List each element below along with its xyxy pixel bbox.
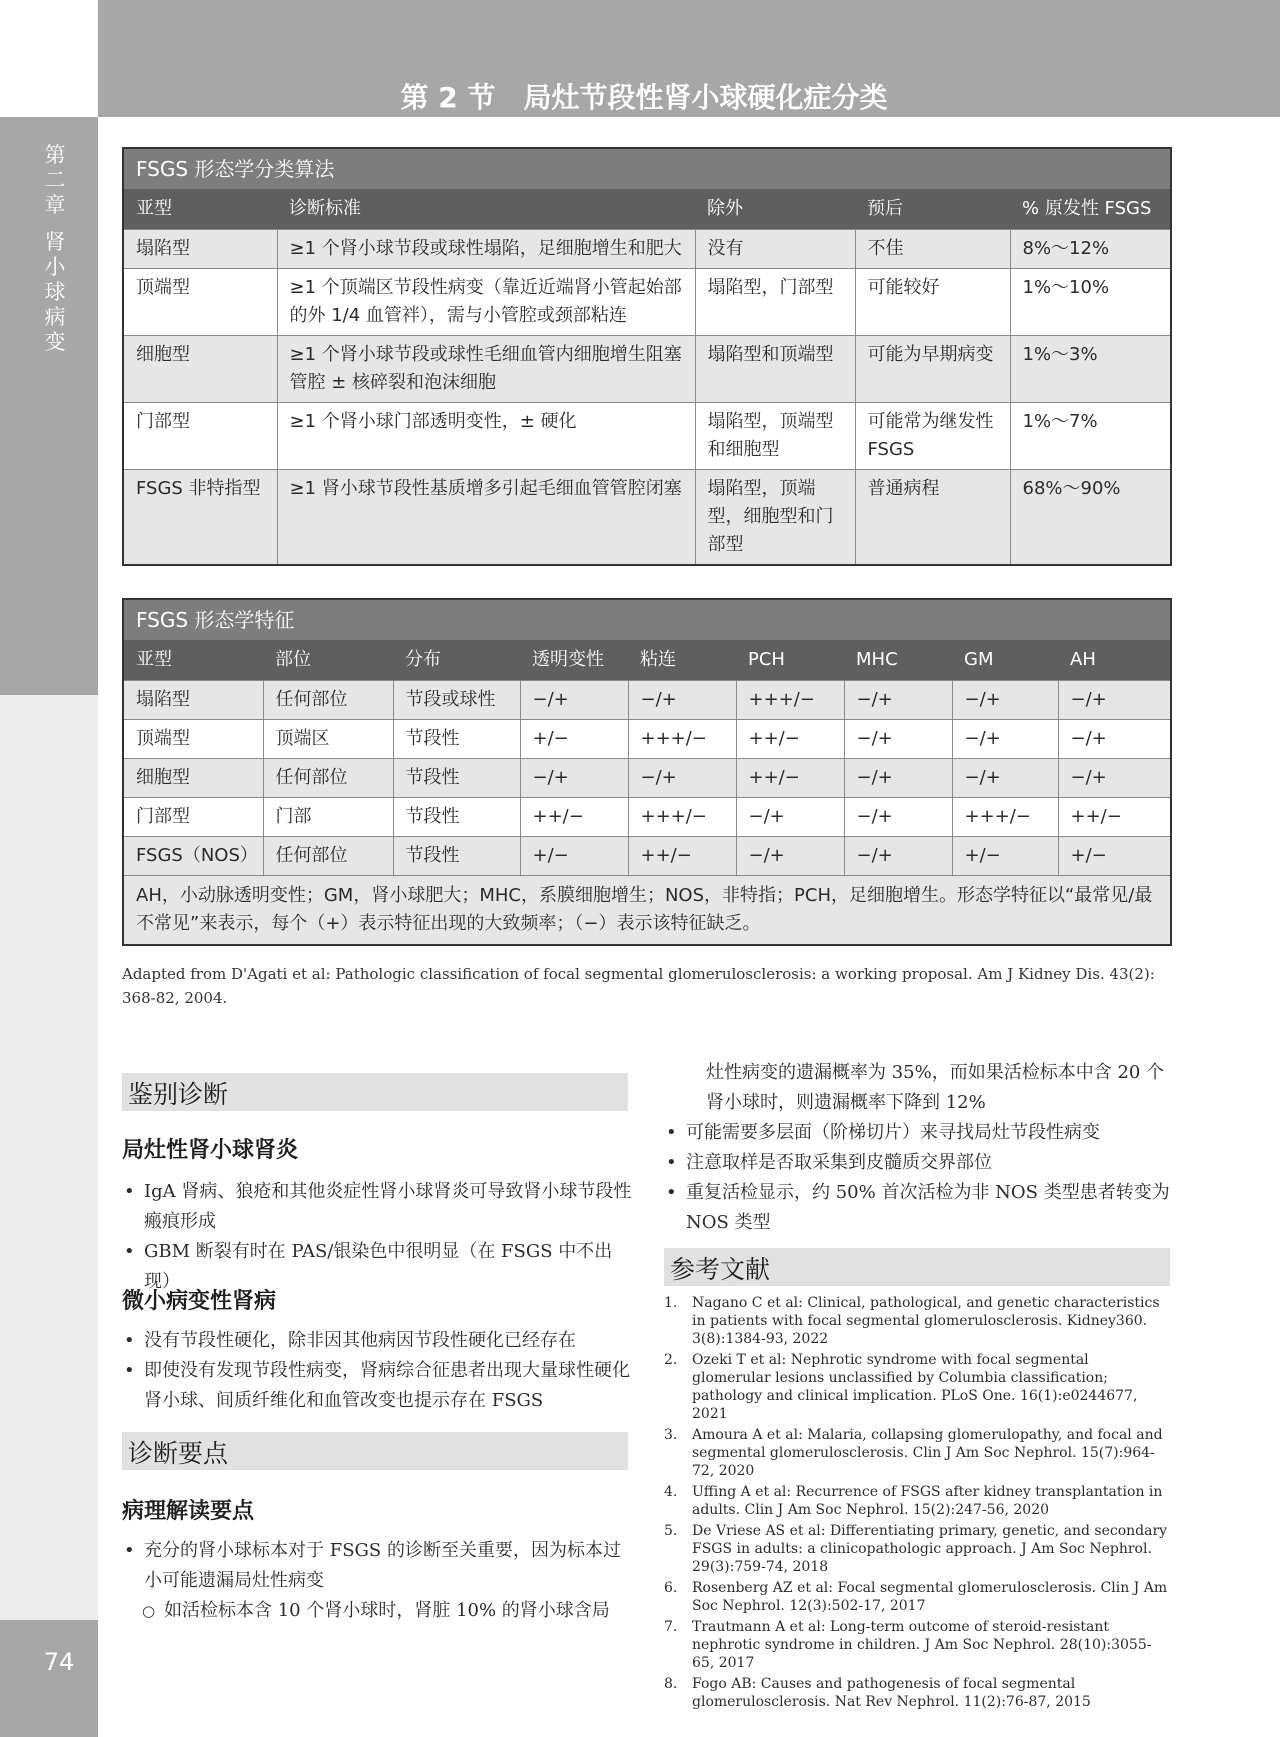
table-cell: 塌陷型和顶端型 <box>695 336 855 403</box>
sub-list-item: ○ 如活检标本含 10 个肾小球时，肾脏 10% 的肾小球含局 <box>122 1596 632 1626</box>
column-header: 分布 <box>393 640 520 681</box>
table-cell: 任何部位 <box>263 681 393 720</box>
table-cell: ++/− <box>520 798 628 837</box>
table-row <box>123 681 1171 720</box>
table-cell: +++/− <box>628 720 736 759</box>
table-cell: 可能较好 <box>855 269 1010 336</box>
table-cell: FSGS 非特指型 <box>123 470 277 566</box>
page-number-box <box>0 1620 98 1737</box>
reference-item: 5. De Vriese AS et al: Differentiating primary, genetic, and secondary FSGS in adults: a clinicopathologic approach. J Am Soc Nephrol. 29(3):759-74, 2018 <box>664 1523 1168 1575</box>
table-cell: 塌陷型，顶端型和细胞型 <box>695 403 855 470</box>
table-cell: 节段性 <box>393 798 520 837</box>
table-cell: ++/− <box>736 759 844 798</box>
table-cell: −/+ <box>1058 720 1171 759</box>
table-caption: FSGS 形态学特征 <box>123 599 1171 640</box>
chapter-char: 变 <box>44 330 66 354</box>
table-cell: −/+ <box>844 759 952 798</box>
bullet-list <box>664 1058 1174 1238</box>
table-cell: 塌陷型 <box>123 230 277 269</box>
table-cell: 68%～90% <box>1010 470 1171 566</box>
table-cell: 塌陷型，门部型 <box>695 269 855 336</box>
table-cell: −/+ <box>628 759 736 798</box>
table-cell: 1%～3% <box>1010 336 1171 403</box>
table-cell: 可能常为继发性 FSGS <box>855 403 1010 470</box>
table-cell: 门部型 <box>123 798 263 837</box>
bullet-list <box>122 1177 632 1297</box>
table-caption: FSGS 形态学分类算法 <box>123 148 1171 189</box>
column-header: 部位 <box>263 640 393 681</box>
section-title: 鉴别诊断 <box>128 1080 229 1109</box>
table-cell: 塌陷型，顶端型，细胞型和门部型 <box>695 470 855 566</box>
list-item: • 即使没有发现节段性病变，肾病综合征患者出现大量球性硬化肾小球、间质纤维化和血管改变也提示存在 FSGS <box>122 1356 632 1416</box>
list-item-continuation: 灶性病变的遗漏概率为 35%，而如果活检标本中含 20 个肾小球时，则遗漏概率下降到 12% <box>706 1062 1165 1113</box>
table-cell: 细胞型 <box>123 759 263 798</box>
table-footnote: AH，小动脉透明变性；GM，肾小球肥大；MHC，系膜细胞增生；NOS，非特指；PCH，足细胞增生。形态学特征以“最常见/最不常见”来表示，每个（+）表示特征出现的大致频率；（−）表示该特征缺乏。 <box>123 876 1171 946</box>
table-row <box>123 269 1171 336</box>
table-cell: 8%～12% <box>1010 230 1171 269</box>
reference-item: 7. Trautmann A et al: Long-term outcome of steroid-resistant nephrotic syndrome in children. J Am Soc Nephrol. 28(10):3055-65, 2017 <box>664 1619 1152 1671</box>
reference-item: 8. Fogo AB: Causes and pathogenesis of focal segmental glomerulosclerosis. Nat Rev Nephrol. 11(2):76-87, 2015 <box>664 1676 1091 1710</box>
table-cell: 可能为早期病变 <box>855 336 1010 403</box>
bullet-list <box>122 1326 632 1416</box>
column-header: AH <box>1058 640 1171 681</box>
table-cell: ++/− <box>628 837 736 876</box>
table-cell: 节段性 <box>393 720 520 759</box>
list-item: • 重复活检显示，约 50% 首次活检为非 NOS 类型患者转变为 NOS 类型 <box>664 1178 1174 1238</box>
list-item: • 没有节段性硬化，除非因其他病因节段性硬化已经存在 <box>122 1326 632 1356</box>
table-cell: −/+ <box>736 798 844 837</box>
reference-item: 1. Nagano C et al: Clinical, pathological, and genetic characteristics in patients with focal segmental glomerulosclerosis. Kidney360. 3(8):1384-93, 2022 <box>664 1295 1160 1347</box>
table-source: Adapted from D'Agati et al: Pathologic classification of focal segmental glomerulosclerosis: a working proposal. Am J Kidney Dis. 43(2): 368-82, 2004. <box>122 965 1155 1007</box>
table-cell: FSGS（NOS） <box>123 837 263 876</box>
table-cell: 任何部位 <box>263 837 393 876</box>
list-item: • 注意取样是否取采集到皮髓质交界部位 <box>664 1148 1174 1178</box>
table-cell: −/+ <box>736 837 844 876</box>
table-cell: +++/− <box>628 798 736 837</box>
page-title: 第 2 节 局灶节段性肾小球硬化症分类 <box>400 81 888 114</box>
table-cell: −/+ <box>628 681 736 720</box>
page-number: 74 <box>43 1648 75 1676</box>
list-item: • IgA 肾病、狼疮和其他炎症性肾小球肾炎可导致肾小球节段性瘢痕形成 <box>122 1177 632 1237</box>
subsection-title: 病理解读要点 <box>122 1498 255 1524</box>
chapter-char: 第 <box>44 143 66 167</box>
table-cell: −/+ <box>520 759 628 798</box>
table-cell: 任何部位 <box>263 759 393 798</box>
bullet-list <box>122 1536 632 1626</box>
table-cell: −/+ <box>520 681 628 720</box>
table-row <box>123 403 1171 470</box>
table-cell: −/+ <box>844 681 952 720</box>
table-cell: ++/− <box>1058 798 1171 837</box>
table-row <box>123 837 1171 876</box>
reference-item: 3. Amoura A et al: Malaria, collapsing glomerulopathy, and focal and segmental glomerulosclerosis. Clin J Am Soc Nephrol. 15(7):964-72, 2020 <box>664 1427 1163 1479</box>
table-cell: 节段性 <box>393 837 520 876</box>
table-cell: +/− <box>1058 837 1171 876</box>
classification-table <box>122 147 1172 566</box>
table-cell: −/+ <box>952 759 1058 798</box>
column-header: 诊断标准 <box>277 189 695 230</box>
table-cell: +/− <box>520 837 628 876</box>
table-cell: 顶端型 <box>123 720 263 759</box>
table-cell: +/− <box>952 837 1058 876</box>
features-table <box>122 598 1172 946</box>
table-cell: 没有 <box>695 230 855 269</box>
table-cell: 1%～10% <box>1010 269 1171 336</box>
table-cell: 1%～7% <box>1010 403 1171 470</box>
column-header: MHC <box>844 640 952 681</box>
table-cell: ≥1 个肾小球节段或球性塌陷，足细胞增生和肥大 <box>277 230 695 269</box>
table-cell: 门部 <box>263 798 393 837</box>
table-cell: +++/− <box>736 681 844 720</box>
reference-list <box>664 1294 1170 1714</box>
chapter-label <box>44 143 66 355</box>
table-cell: 普通病程 <box>855 470 1010 566</box>
column-header: 粘连 <box>628 640 736 681</box>
subsection-title: 局灶性肾小球肾炎 <box>122 1137 299 1163</box>
table-cell: ≥1 个顶端区节段性病变（靠近近端肾小管起始部的外 1/4 血管袢），需与小管腔或颈部粘连 <box>277 269 695 336</box>
chapter-char: 病 <box>44 305 66 329</box>
column-header: 亚型 <box>123 640 263 681</box>
subsection-title: 微小病变性肾病 <box>122 1288 277 1314</box>
margin-strip <box>0 695 98 1620</box>
table-cell: ++/− <box>736 720 844 759</box>
table-cell: 节段或球性 <box>393 681 520 720</box>
table-row <box>123 720 1171 759</box>
section-title: 诊断要点 <box>128 1439 229 1468</box>
table-cell: +/− <box>520 720 628 759</box>
chapter-char: 肾 <box>44 230 66 254</box>
table-cell: ≥1 肾小球节段性基质增多引起毛细血管管腔闭塞 <box>277 470 695 566</box>
table-cell: −/+ <box>844 720 952 759</box>
column-header: 亚型 <box>123 189 277 230</box>
section-title: 参考文献 <box>670 1255 771 1284</box>
table-row <box>123 470 1171 566</box>
table-cell: 节段性 <box>393 759 520 798</box>
reference-item: 2. Ozeki T et al: Nephrotic syndrome with focal segmental glomerular lesions unclassified by Columbia classification; pathology and clinical implication. PLoS One. 16(1):e0244677, 2021 <box>664 1352 1138 1422</box>
table-cell: 塌陷型 <box>123 681 263 720</box>
table-cell: −/+ <box>844 837 952 876</box>
chapter-gap <box>44 218 66 230</box>
table-cell: 细胞型 <box>123 336 277 403</box>
table-cell: −/+ <box>952 681 1058 720</box>
column-header: PCH <box>736 640 844 681</box>
table-row <box>123 759 1171 798</box>
table-cell: ≥1 个肾小球节段或球性毛细血管内细胞增生阻塞管腔 ± 核碎裂和泡沫细胞 <box>277 336 695 403</box>
list-item: • 可能需要多层面（阶梯切片）来寻找局灶节段性病变 <box>664 1118 1174 1148</box>
table-cell: −/+ <box>952 720 1058 759</box>
chapter-char: 章 <box>44 193 66 217</box>
list-item: • GBM 断裂有时在 PAS/银染色中很明显（在 FSGS 中不出现） <box>122 1237 632 1297</box>
table-row <box>123 230 1171 269</box>
column-header: GM <box>952 640 1058 681</box>
list-item: • 充分的肾小球标本对于 FSGS 的诊断至关重要，因为标本过小可能遗漏局灶性病变 <box>122 1536 632 1596</box>
reference-item: 6. Rosenberg AZ et al: Focal segmental glomerulosclerosis. Clin J Am Soc Nephrol. 12(3):502-17, 2017 <box>664 1580 1168 1614</box>
table-cell: 顶端型 <box>123 269 277 336</box>
table-cell: ≥1 个肾小球门部透明变性，± 硬化 <box>277 403 695 470</box>
column-header: 透明变性 <box>520 640 628 681</box>
table-cell: −/+ <box>844 798 952 837</box>
table-row <box>123 336 1171 403</box>
table-cell: 门部型 <box>123 403 277 470</box>
column-header: 预后 <box>855 189 1010 230</box>
table-cell: 顶端区 <box>263 720 393 759</box>
chapter-char: 小 <box>44 255 66 279</box>
column-header: % 原发性 FSGS <box>1010 189 1171 230</box>
chapter-char: 二 <box>44 168 66 192</box>
column-header: 除外 <box>695 189 855 230</box>
reference-item: 4. Uffing A et al: Recurrence of FSGS after kidney transplantation in adults. Clin J Am Soc Nephrol. 15(2):247-56, 2020 <box>664 1484 1163 1518</box>
table-cell: −/+ <box>1058 759 1171 798</box>
table-row <box>123 798 1171 837</box>
table-cell: +++/− <box>952 798 1058 837</box>
table-cell: −/+ <box>1058 681 1171 720</box>
table-cell: 不佳 <box>855 230 1010 269</box>
chapter-char: 球 <box>44 280 66 304</box>
